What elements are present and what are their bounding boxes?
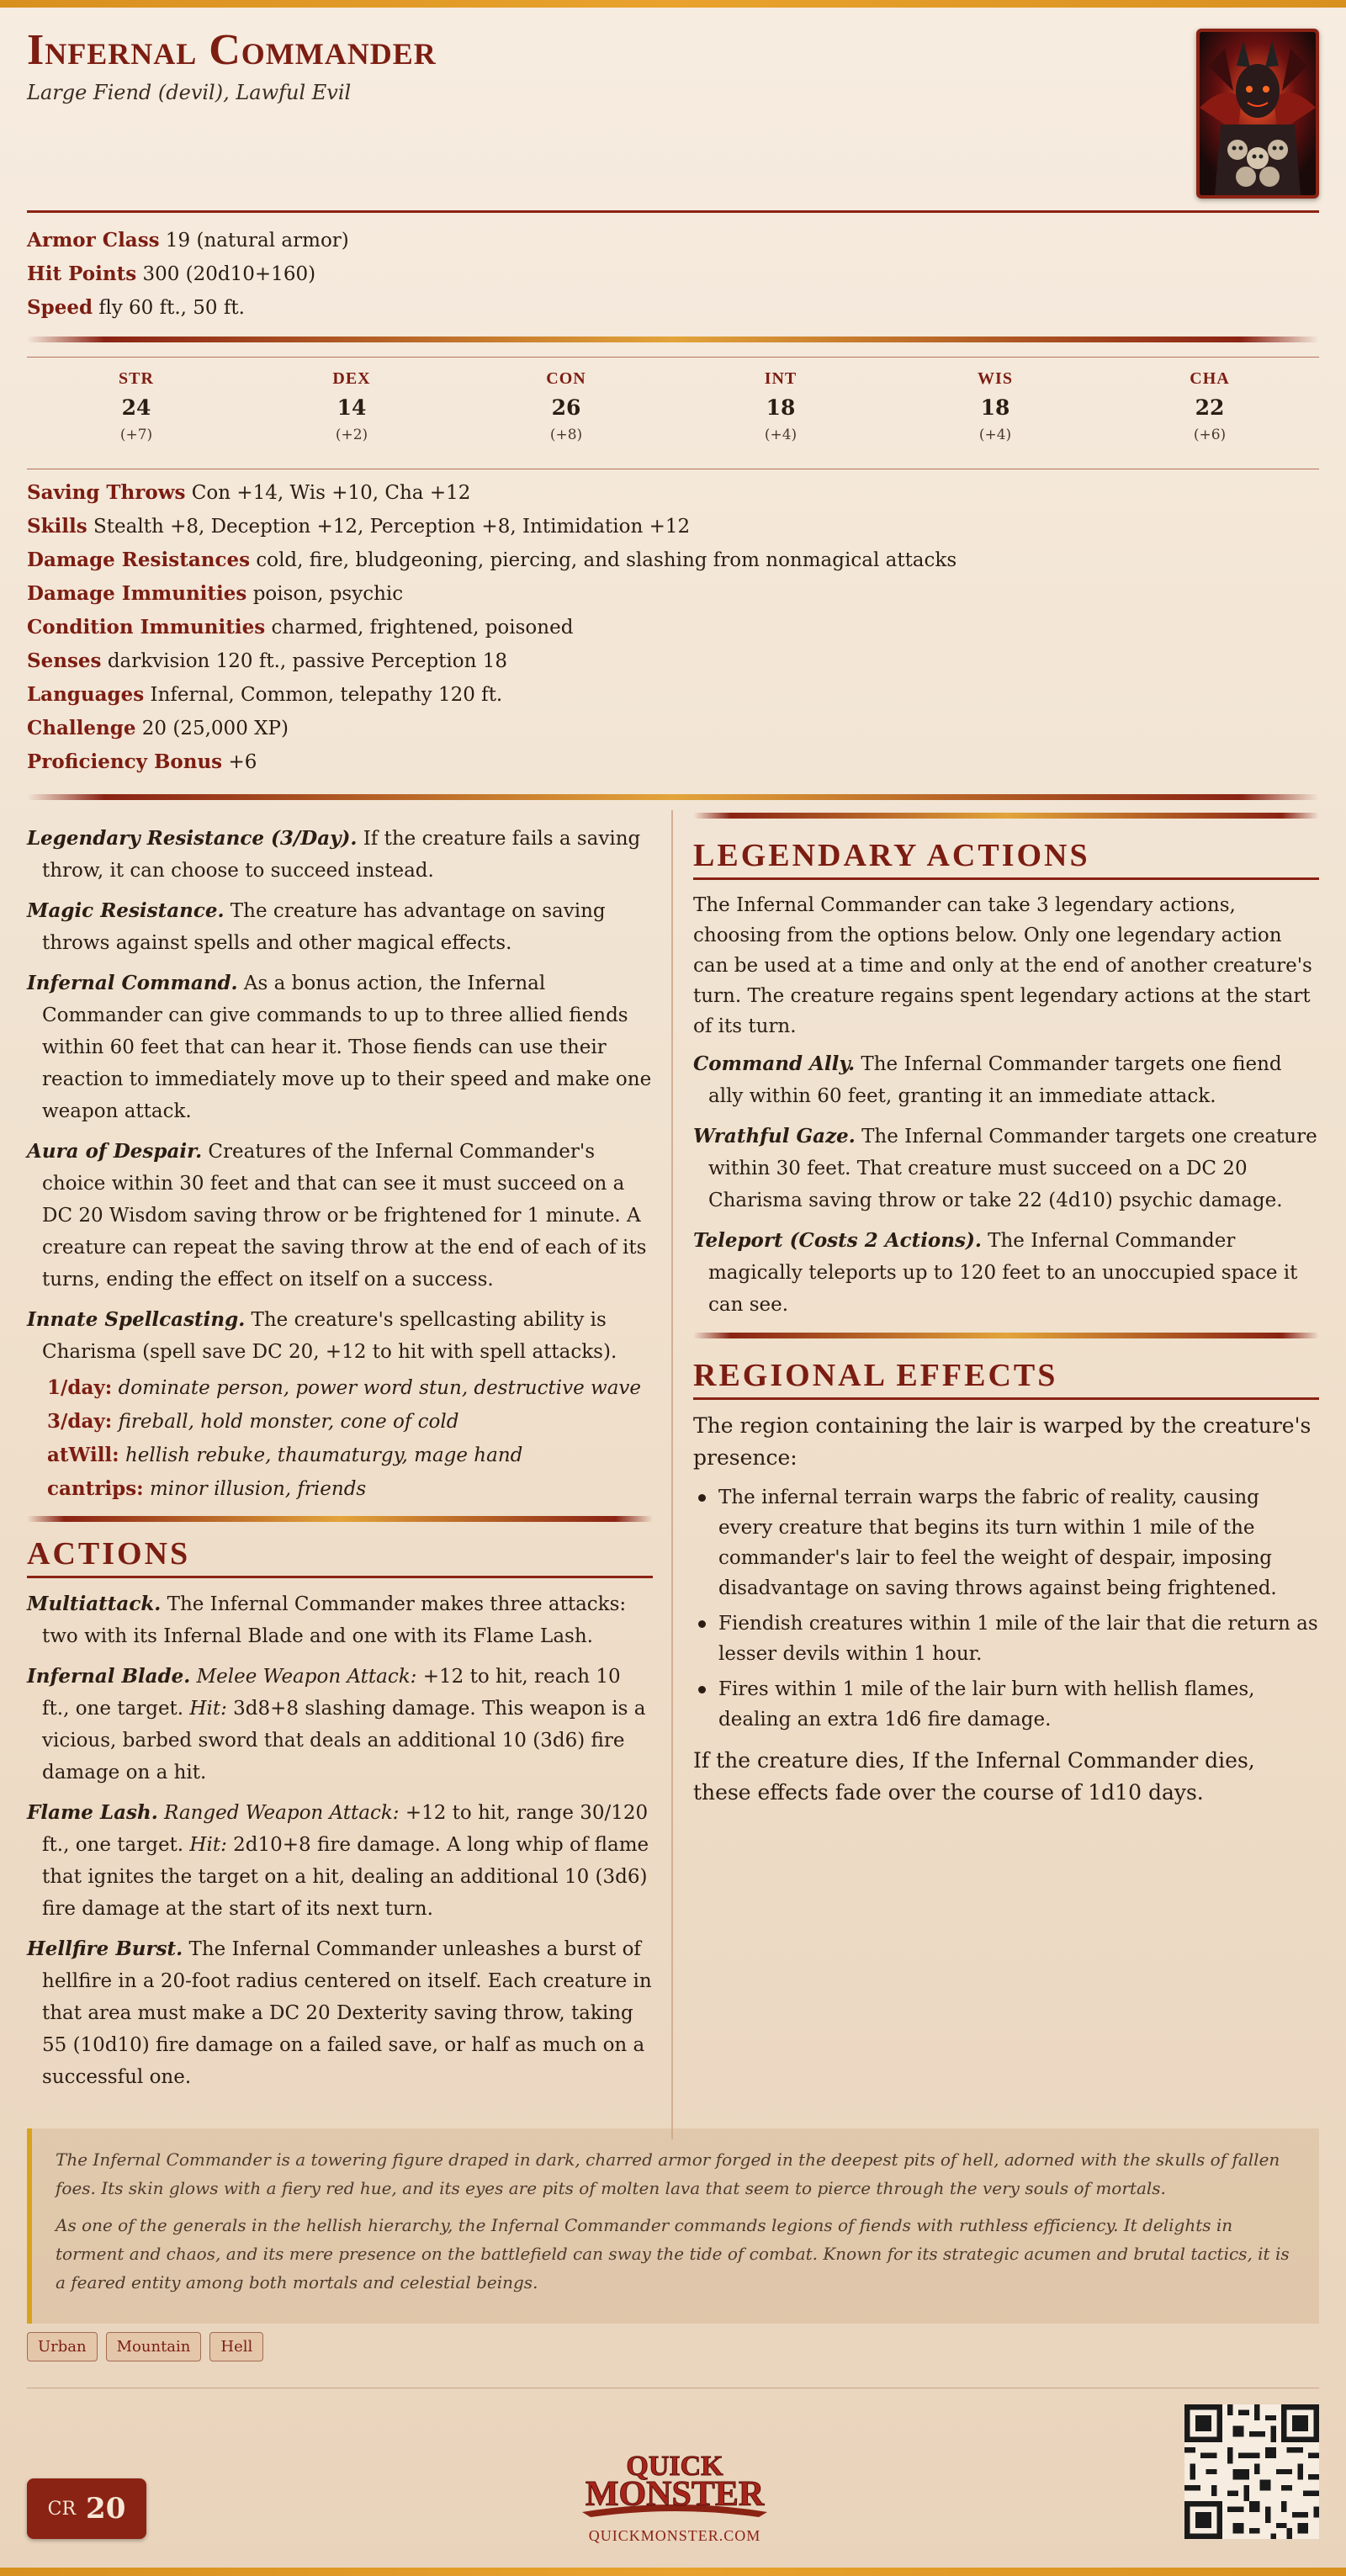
spell-row: atWill: hellish rebuke, thaumaturgy, mage hand [47, 1444, 523, 1466]
saving-throws: Saving Throws Con +14, Wis +10, Cha +12 [27, 481, 471, 504]
top-accent-bar [0, 0, 1346, 8]
list-item: Fires within 1 mile of the lair burn with hellish flames, dealing an extra 1d6 fire damage. [693, 1674, 1319, 1735]
list-item: Fiendish creatures within 1 mile of the lair that die return as lesser devils within 1 hour. [693, 1609, 1319, 1669]
monster-portrait[interactable] [1196, 29, 1319, 199]
cr-badge: CR 20 [27, 2478, 146, 2539]
regional-outro: If the creature dies, If the Infernal Commander dies, these effects fade over the course of 1d10 days. [693, 1748, 1255, 1805]
legendary-actions-heading: LEGENDARY ACTIONS [693, 837, 1319, 880]
trait-spellcasting: Innate Spellcasting. The creature's spellcasting ability is Charisma (spell save DC 20, +12 to hit with spell attacks). [27, 1308, 617, 1363]
gold-divider [693, 1333, 1319, 1338]
legendary-item: Teleport (Costs 2 Actions). The Infernal Commander magically teleports up to 120 feet to an unoccupied space it can see. [693, 1229, 1298, 1316]
header-divider [27, 210, 1319, 213]
bottom-accent-bar [0, 2568, 1346, 2576]
tag-mountain[interactable]: Mountain [106, 2332, 202, 2361]
gold-divider [693, 813, 1319, 819]
challenge: Challenge 20 (25,000 XP) [27, 717, 289, 739]
core-stats [27, 224, 349, 325]
senses: Senses darkvision 120 ft., passive Perception 18 [27, 649, 507, 672]
logo-url[interactable]: QUICKMONSTER.COM [588, 2527, 761, 2544]
spell-list [27, 1371, 653, 1506]
proficiency-bonus: Proficiency Bonus +6 [27, 750, 257, 773]
regional-effects-list [693, 1482, 1319, 1735]
ability-str: STR 24 (+7) [119, 369, 154, 443]
gold-divider [27, 1516, 653, 1522]
quickmonster-logo[interactable] [565, 2446, 784, 2545]
list-item: The infernal terrain warps the fabric of reality, causing every creature that begins its turn within 1 mile of the commander's lair to feel the weight of despair, imposing disadvantage on saving throws against being frightened. [693, 1482, 1319, 1603]
action-item: Hellfire Burst. The Infernal Commander unleashes a burst of hellfire in a 20-foot radius centered on itself. Each creature in that area must make a DC 20 Dexterity saving throw, taking 55 (10d10) fire damage on a failed save, or half as much on a successful one. [27, 1937, 652, 2088]
trait: Legendary Resistance (3/Day). If the creature fails a saving throw, it can choose to succeed instead. [27, 827, 641, 882]
gold-divider [27, 337, 1319, 342]
lore-paragraph: As one of the generals in the hellish hierarchy, the Infernal Commander commands legions of fiends with ruthless efficiency. It delights in torment and chaos, and its mere presence on the battlefield can sway the tide of combat. Known for its strategic acumen and brutal tactics, it is a feared entity among both mortals and celestial beings. [56, 2215, 1290, 2292]
lore-description [27, 2128, 1319, 2324]
gold-divider [27, 794, 1319, 800]
detail-list [27, 476, 957, 779]
trait: Magic Resistance. The creature has advantage on saving throws against spells and other magical effects. [27, 899, 606, 954]
tag-urban[interactable]: Urban [27, 2332, 98, 2361]
legendary-item: Command Ally. The Infernal Commander targets one fiend ally within 60 feet, granting it an immediate attack. [693, 1052, 1282, 1107]
ability-con: CON 26 (+8) [546, 369, 586, 443]
spell-row: 3/day: fireball, hold monster, cone of cold [47, 1410, 459, 1433]
devil-portrait-icon [1200, 32, 1316, 195]
ability-scores [27, 357, 1319, 469]
hit-points: Hit Points 300 (20d10+160) [27, 262, 316, 285]
column-divider [671, 810, 673, 2139]
regional-intro: The region containing the lair is warped by the creature's presence: [693, 1413, 1312, 1470]
quickmonster-logo-icon [565, 2446, 784, 2522]
trait: Infernal Command. As a bonus action, the Infernal Commander can give commands to up to three allied fiends within 60 feet that can hear it. Those fiends can use their reaction to immediately move up to their speed and make one weapon attack. [27, 972, 652, 1122]
tag-hell[interactable]: Hell [209, 2332, 263, 2361]
monster-type-line: Large Fiend (devil), Lawful Evil [27, 81, 352, 104]
lore-paragraph: The Infernal Commander is a towering figure draped in dark, charred armor forged in the deepest pits of hell, adorned with the skulls of fallen foes. Its skin glows with a fiery red hue, and its eyes are pits of molten lava that seem to pierce through the very souls of mortals. [56, 2149, 1280, 2198]
qr-code-icon [1184, 2404, 1319, 2539]
condition-immunities: Condition Immunities charmed, frightened, poisoned [27, 616, 574, 639]
environment-tags [27, 2332, 263, 2361]
left-column [27, 823, 653, 2102]
action-item: Multiattack. The Infernal Commander makes three attacks: two with its Infernal Blade and one with its Flame Lash. [27, 1593, 627, 1647]
ability-cha: CHA 22 (+6) [1190, 369, 1230, 443]
action-item: Flame Lash. Ranged Weapon Attack: +12 to hit, range 30/120 ft., one target. Hit: 2d10+8 fire damage. A long whip of flame that ignites the target on a hit, dealing an additional 10 (3d6) fire damage at the start of its next turn. [27, 1801, 649, 1920]
damage-immunities: Damage Immunities poison, psychic [27, 582, 404, 605]
speed: Speed fly 60 ft., 50 ft. [27, 296, 245, 319]
armor-class: Armor Class 19 (natural armor) [27, 229, 349, 252]
monster-name: Infernal Commander [27, 26, 437, 74]
legendary-intro: The Infernal Commander can take 3 legendary actions, choosing from the options below. Only one legendary action can be used at a time and only at the end of another creature's turn. The creature regains spent legendary actions at the start of its turn. [693, 894, 1312, 1037]
logo-line2: MONSTER [585, 2475, 765, 2514]
spell-row: 1/day: dominate person, power word stun, destructive wave [47, 1376, 642, 1399]
languages: Languages Infernal, Common, telepathy 120 ft. [27, 683, 503, 706]
action-item: Infernal Blade. Melee Weapon Attack: +12 to hit, reach 10 ft., one target. Hit: 3d8+8 slashing damage. This weapon is a vicious, barbed sword that deals an additional 10 (3d6) fire damage on a hit. [27, 1665, 646, 1784]
regional-effects-heading: REGIONAL EFFECTS [693, 1357, 1319, 1400]
spell-row: cantrips: minor illusion, friends [47, 1477, 367, 1500]
right-column [693, 813, 1319, 1809]
trait: Aura of Despair. Creatures of the Infernal Commander's choice within 30 feet and that can see it must succeed on a DC 20 Wisdom saving throw or be frightened for 1 minute. A creature can repeat the saving throw at the end of each of its turns, ending the effect on itself on a success. [27, 1140, 647, 1291]
qr-code[interactable] [1184, 2404, 1319, 2539]
stat-block [27, 24, 1319, 2544]
logo-line1: QUICK [626, 2451, 723, 2482]
ability-dex: DEX 14 (+2) [332, 369, 371, 443]
actions-heading: ACTIONS [27, 1535, 653, 1578]
ability-int: INT 18 (+4) [764, 369, 798, 443]
skills: Skills Stealth +8, Deception +12, Perception +8, Intimidation +12 [27, 515, 691, 538]
damage-resistances: Damage Resistances cold, fire, bludgeoning, piercing, and slashing from nonmagical attacks [27, 549, 957, 571]
legendary-item: Wrathful Gaze. The Infernal Commander targets one creature within 30 feet. That creature must succeed on a DC 20 Charisma saving throw or take 22 (4d10) psychic damage. [693, 1125, 1317, 1211]
ability-wis: WIS 18 (+4) [978, 369, 1013, 443]
